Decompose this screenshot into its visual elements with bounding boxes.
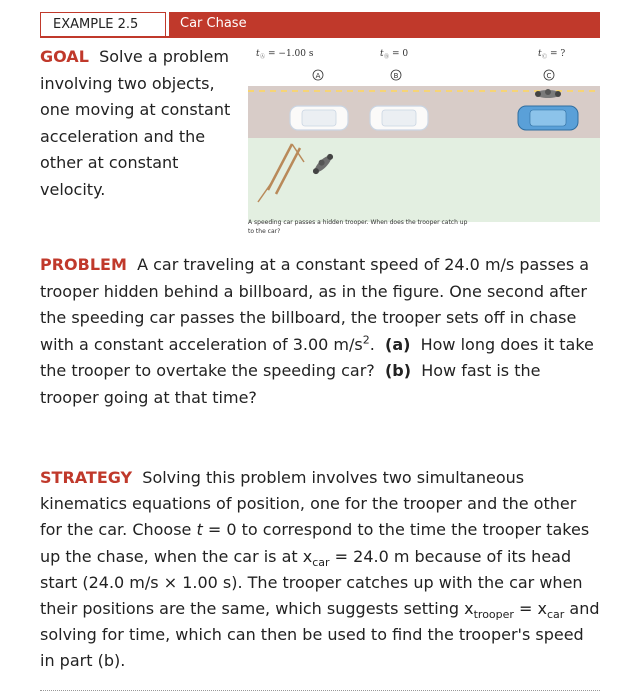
variable-x-car: $x_{car}$ (302, 546, 330, 569)
time-a-label: = −1.00 s (268, 49, 314, 59)
svg-text:Ⓑ: Ⓑ (384, 54, 390, 60)
problem-text: A car traveling at a constant speed of 24.0 m/s passes a trooper hidden behind a billboard, as in the figure. One second after the speeding car passes the billboard, the trooper sets off in chase with a constant acceleration of 3.00 m/s (40, 255, 590, 354)
point-b-label: B (393, 72, 399, 80)
point-c-label: C (546, 72, 552, 80)
variable-x-trooper: $x_{trooper}$ (464, 599, 514, 622)
car-c (518, 106, 578, 130)
problem-heading: PROBLEM (40, 255, 127, 274)
example-header (40, 12, 600, 38)
svg-text:Ⓒ: Ⓒ (542, 54, 548, 60)
grass (248, 138, 600, 222)
svg-text:t: t (256, 49, 260, 59)
time-c-label: = ? (550, 49, 566, 59)
bottom-divider (40, 690, 600, 691)
car-ghost-b (370, 106, 428, 130)
variable-t: t (196, 520, 203, 540)
variable-x-car-2: $x_{car}$ (537, 599, 565, 622)
svg-text:Ⓐ: Ⓐ (260, 54, 266, 60)
strategy-section: STRATEGY Solving this problem involves two simultaneous kinematics equations of position, one for the trooper and the other for the car. Choose t = 0 to correspond to the time the trooper takes up the chase, when the car is at $x_{car} = 24.0$ m because of its head start (24.0 m/s × 1.00 s). The trooper catches up with the car when their positions are the same, which suggests setting $x_{trooper} = x_{car}$ and solving for time, which can then be used to find the trooper's speed in part (b). (40, 468, 600, 671)
problem-exponent: 2 (362, 333, 370, 347)
strategy-heading: STRATEGY (40, 468, 133, 487)
goal-text: Solve a problem involving two objects, one moving at constant acceleration and the other at constant velocity. (40, 47, 231, 199)
figure-caption: A speeding car passes a hidden trooper. When does the trooper catch up to the car? (248, 219, 468, 235)
svg-text:t: t (538, 49, 542, 59)
problem-section: PROBLEM A car traveling at a constant speed of 24.0 m/s passes a trooper hidden behind a billboard, as in the figure. One second after the speeding car passes the billboard, the trooper sets off in chase with a constant acceleration of 3.00 $m/s^2$. (a) How long does it take the trooper to overtake the speeding car? (b) How fast is the trooper going at that time? (40, 255, 594, 407)
car-chase-figure (248, 42, 600, 222)
time-b-label: = 0 (392, 49, 409, 59)
example-title: Car Chase (169, 12, 600, 36)
goal-heading: GOAL (40, 47, 89, 66)
part-a-text: How long does it take the trooper to overtake the speeding car? (40, 334, 594, 380)
example-label: EXAMPLE 2.5 (40, 12, 166, 36)
svg-text:t: t (380, 49, 384, 59)
point-a-label: A (315, 72, 321, 80)
car-ghost-a (290, 106, 348, 130)
part-a-label: (a) (385, 334, 411, 354)
part-b-text: How fast is the trooper going at that time? (40, 361, 541, 407)
goal-section (40, 44, 240, 203)
part-b-label: (b) (384, 361, 412, 380)
